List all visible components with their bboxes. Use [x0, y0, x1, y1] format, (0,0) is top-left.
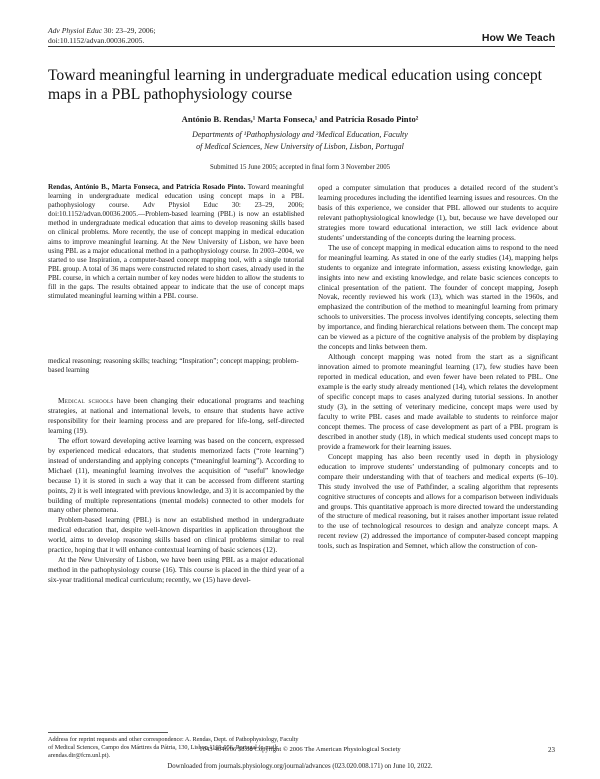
abstract-lead: Rendas, António B., Marta Fonseca, and Patrícia Rosado Pinto. [48, 183, 246, 191]
correspondence-footnote: Address for reprint requests and other correspondence: A. Rendas, Dept. of Pathophysiology, Faculty of Medical Sciences, Campo dos Mártires da Pátria, 130, Lisbon 1169-056, Portugal (e-mail: arendas.dir@fcm.unl.pt). [48, 736, 299, 759]
paragraph [48, 396, 304, 436]
paragraph-lead-smallcaps: Medical schools [58, 396, 114, 405]
paragraph: Problem-based learning (PBL) is now an established method in undergraduate medical education that, despite well-known disparities in application throughout the world, aims to develop reasoning skills based on clinical problems similar to real practice, hoping that it will enhance contextual learning of basic sciences (12). [48, 515, 304, 555]
journal-name: Adv Physiol Educ [48, 26, 102, 35]
paragraph-text: have been changing their educational programs and teaching strategies, at national and international levels, to ensure that students have active responsibility for their learning process and are prepared for life-long, self-directed learning (19). [48, 396, 304, 435]
keywords: medical reasoning; reasoning skills; teaching; “Inspiration”; concept mapping; problem-based learning [48, 357, 299, 375]
abstract-text: Toward meaningful learning in undergraduate medical education using concept maps in a PBL pathophysiology course. Adv Physiol Educ 30: 23–29, 2006; doi:10.1152/advan.00036.2005.—Problem-based learning (PBL) is now an established method in undergraduate medical education that aims to develop reasoning skills based on clinical problems. More recently, the use of concept mapping in medical education aims to improve meaningful learning. At the New University of Lisbon, we have been using PBL as a major educational method in a pathophysiology course. In 2003–2004, we started to use Inspiration, a computer-based concept mapping tool, with a single tutorial PBL group. A total of 36 maps were constructed related to short cases, already used in the PBL course, in which a certain number of key nodes were hidden to allow the students to fill in the gaps. The results obtained appear to indicate that the use of concept maps stimulated meaningful learning within a PBL course. [48, 183, 304, 301]
body-column-right [318, 183, 558, 551]
submission-dates: Submitted 15 June 2005; accepted in final form 3 November 2005 [209, 164, 391, 171]
header-divider [48, 46, 555, 47]
article-title: Toward meaningful learning in undergraduate medical education using concept maps in a PBL pathophysiology course [48, 67, 542, 103]
footnote-divider [48, 732, 168, 733]
affiliations [100, 129, 500, 153]
paragraph: At the New University of Lisbon, we have been using PBL as a major educational method in the pathophysiology course (16). This course is placed in the third year of a six-year traditional medical curriculum; recently, we (15) have devel- [48, 555, 304, 585]
copyright-line: 1043-4046/06 $8.00 Copyright © 2006 The American Physiological Society [199, 746, 401, 753]
paragraph: The effort toward developing active learning was based on the concern, expressed by experienced medical educators, that students memorized facts (“rote learning”) instead of understanding and applying concepts (“meaningful learning”). According to Michael (11), meaningful learning involves the acquisition of “useful” knowledge because 1) it is stored in such a way that it can be accessed from different starting points, 2) it is well integrated with previous knowledge, and 3) it is accompanied by the building of multiple representations (mental models) connected to other models for many other phenomena. [48, 435, 304, 515]
paragraph: The use of concept mapping in medical education aims to respond to the need for meaningful learning. As stated in one of the early studies (14), mapping helps students to organize and integrate information, assess existing knowledge, gain insights into new and existing knowledge, and relate basic sciences concepts to clinical presentation of the patient. The founder of concept mapping, Joseph Novak, recently reviewed his work (13), which was started in the 1960s, and emphasized the contribution of the method to meaningful learning from primary schools to universities. The process involves identifying concepts, selecting them by importance, and finding hierarchical relations between them. The concept map can be viewed as a picture of the cognitive analysis of the problem by displaying the concepts and links between them. [318, 242, 558, 352]
paragraph: oped a computer simulation that produces a detailed record of the student’s learning procedures including the identified learning issues and resources. On the basis of this experience, we consider that PBL allowed our students to acquire relevant pathophysiological knowledge (1), but, because we have developed our strategies more toward educational interaction, we still lack evidence about students’ understanding of the concepts during the learning process. [318, 183, 558, 242]
journal-citation [48, 26, 156, 46]
doi-line: doi:10.1152/advan.00036.2005. [48, 36, 145, 45]
affiliation-line-1: Departments of ¹Pathophysiology and ²Medical Education, Faculty [192, 130, 408, 139]
section-label: How We Teach [481, 32, 555, 44]
page-number: 23 [548, 746, 555, 754]
abstract [48, 183, 304, 301]
volume-info: 30: 23–29, 2006; [101, 26, 156, 35]
affiliation-line-2: of Medical Sciences, New University of Lisbon, Lisbon, Portugal [196, 142, 404, 151]
paragraph: Although concept mapping was noted from the start as a significant innovation aimed to promote meaningful learning (17), few studies have been reported in medical education, and even fewer have been related to PBL. One example is the early study already mentioned (14), which relates the development of specific concept maps to cases analyzed during tutorial sessions. In another study (3), in the setting of veterinary medicine, concept maps were used by faculty to write PBL cases and made available to students to reinforce major concept themes. The process of case development as part of a PBL program is described in another study (18), in which medical students used concept maps to provide a framework for their learning issues. [318, 352, 558, 451]
paragraph: Concept mapping has also been recently used in depth in physiology education to improve students’ understanding of pulmonary concepts and to compare their understanding with that of teachers and medical experts (6–10). This study involved the use of Pathfinder, a scaling algorithm that represents cognitive structures of concepts and allows for a comparison between individuals and groups. This quantitative approach is more directed toward the understanding of the structure of medical reasoning, but it raises another important issue related to the use of technological resources to design and analyze concept maps. A recent review (2) addressed the importance of computer-based concept mapping tools, such as Inspiration and Semnet, which allow the construction of con- [318, 451, 558, 551]
author-list: António B. Rendas,¹ Marta Fonseca,¹ and Patrícia Rosado Pinto² [181, 114, 419, 124]
body-column-left [48, 396, 304, 585]
download-notice: Downloaded from journals.physiology.org/journal/advances (023.020.008.171) on June 10, 2022. [167, 763, 433, 770]
